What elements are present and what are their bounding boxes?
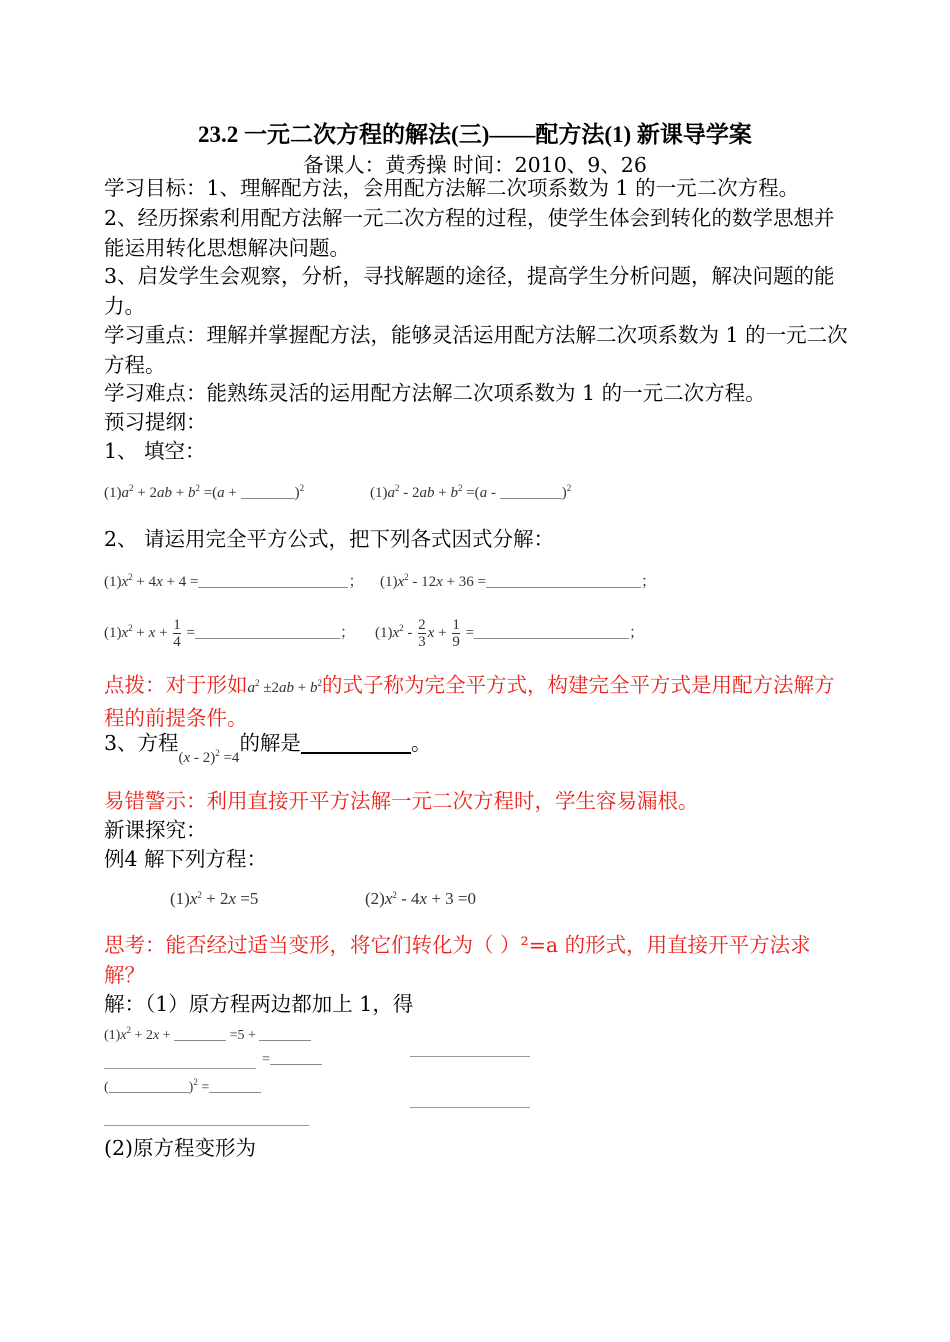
fraction: $\frac{1}{4}$ <box>173 617 181 650</box>
learning-goal-1: 学习目标：1、理解配方法，会用配方法解二次项系数为 1 的一元二次方程。 <box>104 176 800 200</box>
example-4-heading: 例4 解下列方程： <box>104 847 268 871</box>
answer-blank[interactable] <box>198 573 348 588</box>
learning-goal-3: 3、启发学生会观察，分析，寻找解题的途径，提高学生分析问题，解决问题的能力。 <box>104 264 835 318</box>
answer-blank[interactable] <box>109 1078 189 1093</box>
new-lesson-heading: 新课探究： <box>104 818 207 842</box>
author-date: 备课人：黄秀操 时间：2010、9、26 <box>303 153 647 177</box>
factor-equation-1: $(1)x^2 + 4x + 4$ = ； <box>104 572 364 590</box>
example-equation-1: $(1)x^2 + 2x =5$ <box>170 889 259 908</box>
answer-blank[interactable] <box>174 1026 226 1041</box>
answer-blank[interactable] <box>209 1078 261 1093</box>
preview-heading: 预习提纲： <box>104 410 207 434</box>
question-1: 1、 填空： <box>104 439 206 463</box>
part-2-heading: (2)原方程变形为 <box>104 1136 257 1160</box>
solution-heading: 解：（1）原方程两边都加上 1，得 <box>104 992 414 1016</box>
learning-goal-2: 2、经历探索利用配方法解一元二次方程的过程，使学生体会到转化的数学思想并能运用转化思想解决问题。 <box>104 206 835 260</box>
answer-blank[interactable] <box>500 484 562 499</box>
answer-blank[interactable] <box>410 1056 530 1057</box>
solution-step-1: $(1)x^2 + 2x + =5$ + <box>104 1025 311 1044</box>
answer-blank[interactable] <box>486 573 641 588</box>
answer-blank[interactable] <box>301 732 411 754</box>
key-points: 学习重点：理解并掌握配方法，能够灵活运用配方法解二次项系数为 1 的一元二次方程。 <box>104 323 848 377</box>
solution-step-3: ( )$^2$ = <box>104 1077 261 1096</box>
warning-note: 易错警示：利用直接开平方法解一元二次方程时，学生容易漏根。 <box>104 789 699 813</box>
question-2: 2、 请运用完全平方公式，把下列各式因式分解： <box>104 527 555 551</box>
answer-blank[interactable] <box>270 1050 322 1065</box>
answer-blank[interactable] <box>104 1125 309 1126</box>
answer-blank[interactable] <box>195 624 340 639</box>
question-3: 3、方程$_{(x - 2)^2 =4}$的解是 。 <box>104 731 432 766</box>
answer-blank[interactable] <box>474 624 629 639</box>
tip-note: 点拨：对于形如$a^2 \pm 2ab + b^2$的式子称为完全平方式，构建完全平方式是用配方法解方程的前提条件。 <box>104 673 835 730</box>
think-question: 思考：能否经过适当变形，将它们转化为（ ）²=a 的形式，用直接开平方法求解？ <box>104 933 811 987</box>
page-title: 23.2 一元二次方程的解法(三)——配方法(1) 新课导学案 <box>198 122 752 147</box>
fraction: $\frac{2}{3}$ <box>418 617 426 650</box>
answer-blank[interactable] <box>410 1107 530 1108</box>
fill-in-equation-1: $(1)a^2 + 2ab + b^2 =(a + )^2$ <box>104 483 305 501</box>
solution-step-2: = <box>262 1050 322 1068</box>
factor-equation-4: $(1)x^2$ - $\frac{2}{3}$ x + $\frac{1}{9}$ = ； <box>375 617 645 650</box>
answer-blank[interactable] <box>241 484 295 499</box>
fill-in-equation-2: $(1)a^2 - 2ab + b^2 =(a - )^2$ <box>370 483 572 501</box>
fraction: $\frac{1}{9}$ <box>452 617 460 650</box>
answer-blank[interactable] <box>259 1026 311 1041</box>
difficulty: 学习难点：能熟练灵活的运用配方法解二次项系数为 1 的一元二次方程。 <box>104 381 766 405</box>
factor-equation-2: $(1)x^2 - 12x + 36$ = ； <box>380 572 657 590</box>
answer-blank[interactable] <box>104 1068 256 1069</box>
factor-equation-3: $(1)x^2 + x$ + $\frac{1}{4}$ = ； <box>104 617 356 650</box>
example-equation-2: $(2)x^2 - 4x + 3 =0$ <box>365 889 477 908</box>
